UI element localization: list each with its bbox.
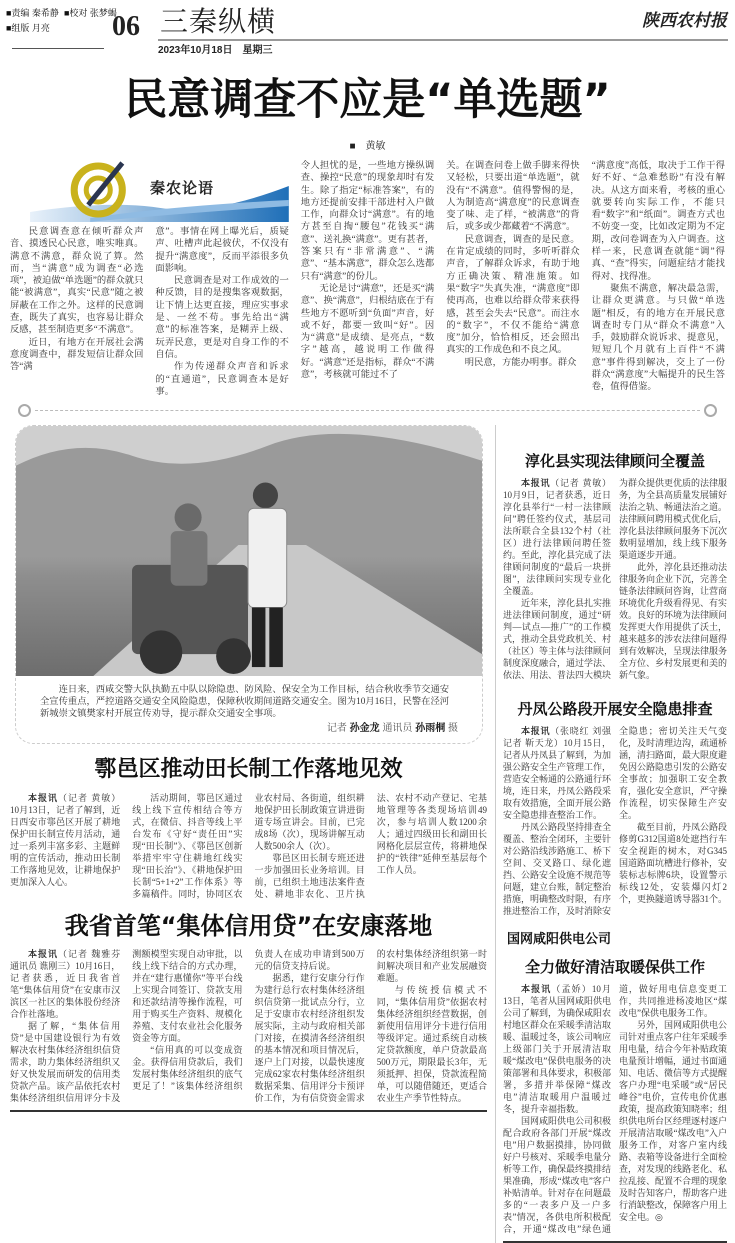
- paragraph: 意”。事情在网上曝光后，质疑声、吐槽声此起彼伏，不仅没有提升“满意度”，反而平添很多负面影响。: [155, 227, 289, 274]
- paragraph: 明民意，方能办明事。群众: [464, 357, 577, 368]
- paragraph: [377, 984, 487, 1104]
- paragraph: 民意调查，调查的是民意。在肯定成绩的同时，多听听群众声音，了解群众诉求，有助于地方正确决策、精准施策。如果“数字”失真失准，“满意度”即使再高，也难以给群众带来获得感，甚至会失去“民意”。而注水的“数字”，不仅不能给“满意度”加分，恰恰相反，还会照出真实的工作成色和不良之风。: [446, 234, 580, 356]
- left-column: [0, 425, 495, 1112]
- xianyang-title: 全力做好清洁取暖保供工作: [524, 958, 705, 977]
- editor-label: ■责编 秦希静: [6, 8, 59, 18]
- bottom-rule: [10, 1110, 487, 1112]
- page-number: 06: [112, 11, 140, 42]
- paragraph: [619, 1019, 727, 1223]
- issue-date: 2023年10月18日 星期三: [158, 45, 273, 56]
- paragraph: [619, 821, 727, 905]
- editorial-author: ■ 黄敏: [349, 141, 386, 152]
- paragraph-text: 截至目前，丹凤公路段修剪G312国道8处遮挡行车安全视距的树木，对G345国道路面坑槽进行修补，安装标志标牌6块，设置警示标线12处，安装爆闪灯2个，更换隧道诱导器31个。: [619, 822, 728, 905]
- paragraph-text: 近年来，淳化县扎实推进法律顾问制度，通过“研判—试点—推广”的工作模式，推动全县党政机关、村（社区）等主体与法律顾问制度深度融合，通过学法、依法、用法、普法四大模块为群众提供更优质的法律服务，为全县高质量发展铺好法治之轨、畅通法治之道。法律顾问聘用模式优化后，淳化县法律顾问服务下沉次数明显增加，线上线下服务渠道逐步开通。: [503, 478, 728, 681]
- credit-correspondent: 孙雨桐: [415, 723, 446, 735]
- dateline-lead: 本报讯: [28, 793, 58, 804]
- credit-loan-title: 我省首笔“集体信用贷”在安康落地: [64, 912, 433, 941]
- staff-credits: [6, 6, 117, 36]
- paragraph-text: 另外，国网咸阳供电公司针对重点客户往年采暖季用电量，结合今年补贴政策电量预计增幅，通过书面通知、电话、微信等方式提醒客户办理“电采暖”或“居民峰谷”电价，宣传电价优惠政策，提高政策知晓率；组织供电所台区经理逐村逐户开展清洁取暖“煤改电”入户服务工作，对客户室内线路、表箱等设备进行全面检查，对发现的线路老化、私拉乱接、配置不合理的现象及时告知客户，帮助客户进行消缺整改，保障客户用上安全电。◎: [619, 1020, 728, 1223]
- paragraph: [10, 792, 120, 888]
- photo-frame: [15, 425, 483, 744]
- circle-ornament-icon: [18, 404, 31, 417]
- paragraph-text: 鄠邑区田长制专班还进一步加强田长业务培训。目前，已组织土地违法案件查处、耕地非农化、卫片执法、农村不动产登记、宅基地管理等各类现场培训49次，参与培训人数1200余人；通过四级田长和副田长网格化层层宣传，将耕地保护的“铁律”延伸至基层每个工作人员。: [254, 793, 487, 900]
- paragraph: 令人担忧的是，一些地方操纵调查、操控“民意”的现象却时有发生。除了指定“标准答案”，有的地方还提前安排干部进村入户做工作，向群众讨“满意”。有的地方甚至自掏“腰包”花钱买“满意”、送礼换“满意”。更有甚者，答案只有“非常满意”、“满意”、“基本满意”，群众怎么选都只有“满意”的份儿。: [300, 161, 435, 282]
- paragraph-text: 据悉，建行安康分行作为建行总行农村集体经济组织信贷第一批试点分行，立足于安康市农村经济组织发展实际，主动与政府相关部门对接，在摸清各经济组织的基本情况和项目情况后，逐户上门对接，以最快速度完成62家农村集体经济组织数据采集、信用评分卡预评价工作，为有信贷资金需求的农村集体经济组织第一时间解决项目和产业发展融资难题。: [254, 949, 487, 1104]
- chunhua-body: [503, 477, 727, 681]
- newspaper-logo: 陕西农村报: [642, 11, 727, 31]
- paragraph: [503, 477, 611, 597]
- credit-prefix: 记者: [326, 723, 347, 735]
- paragraph-text: （孟娇）10月13日，笔者从国网咸阳供电公司了解到，为确保咸阳农村地区群众在采暖季清洁取暖、温暖过冬，该公司响应上级部门关于开展清洁取暖“煤改电”保供电服务的决策部署和具体要求，积极部署，多措并举保障“煤改电”清洁取暖用户温暖过冬，提升幸福指数。: [503, 984, 612, 1115]
- editorial-column-2: [155, 226, 288, 398]
- header-rule: [158, 39, 728, 41]
- dateline-lead: 本报讯: [521, 478, 551, 489]
- paragraph: 聚焦不满意，解决最急需，让群众更满意。与只做“单选题”相反，有的地方在开展民意调查时专门从“群众不满意”入手，鼓励群众说诉求、提意见，短短几个月就有上百件“不满意”事件得到解决，交上了一份群众“满意度”大幅提升的民生答卷，值得借鉴。: [591, 283, 725, 393]
- paragraph-text: 此外，淳化县还推动法律服务向企业下沉，完善全链条法律顾问咨询，让营商环境优化升级看得见、有实效。良好的环境为法律顾问发挥更大作用提供了沃土，越来越多的涉农法律问题得到有效解决，呈现法律服务全方位、乡村发展更和美的新气象。: [619, 562, 728, 681]
- credit-loan-body: [10, 948, 487, 1104]
- paragraph-text: （记者 黄敏）10月9日，记者获悉，近日淳化县举行“一村一法律顾问”聘任签约仪式，基层司法所联合全县132个村（社区）进行法律顾问聘任签约。至此，淳化县完成了法律顾问制度的“最后一块拼图”，法律顾问实现专业化全覆盖。: [503, 478, 612, 597]
- photo-caption: 连日来，西咸交警大队执勤五中队以除隐患、防风险、保安全为工作目标，结合秋收季节交通安全宣传重点，严控道路交通安全风险隐患，保障秋收期间道路交通安全。图为10月16日，民警在泾河新城崇文镇樊家村开展宣传劝导，提示群众交通安全事项。: [40, 685, 450, 720]
- credit-reporter: 孙金龙: [349, 723, 380, 735]
- circle-ornament-icon: [704, 404, 717, 417]
- paragraph: 作为传递群众声音和诉求的“直通道”，民意调查本是好事。: [155, 362, 289, 397]
- paragraph-text: （张晓红 刘强 记者 靳天龙）10月15日，记者从丹凤县了解到，为加强公路安全生产管理工作，营造安全畅通的公路通行环境，连日来，丹凤公路段采取有效措施，全面开展公路安全隐患排查整治工作。: [503, 726, 612, 821]
- divider: [12, 48, 104, 49]
- editorial-column-1: [10, 226, 143, 374]
- paragraph: [619, 561, 727, 681]
- editorial-title: 民意调查不应是“单选题”: [124, 75, 611, 125]
- dateline-lead: 本报讯: [521, 726, 551, 737]
- paragraph: [503, 725, 611, 821]
- traffic-police-photo-icon: [16, 426, 482, 676]
- paragraph-text: “信用真的可以变成资金。获得信用贷款后，我们发展村集体经济组织的底气更足了！”该集体经济组织负责人在成功申请到500万元的信贷支持后说。: [132, 949, 365, 1092]
- proof-label: ■校对 张梦蝎: [63, 8, 117, 18]
- lower-section: [0, 425, 735, 1243]
- paragraph: 民意调查是对工作成效的一种反馈，目的是搜集客观数据，让下情上达更直接，理应实事求是、一丝不苟。事先给出“满意”的标准答案，是糊弄上级、玩弄民意，更是对自身工作的不自信。: [155, 276, 289, 360]
- paragraph-text: （记者 魏雅芬 通讯员 谯刚三）10月16日，记者获悉，近日我省首笔“集体信用贷”在安康市汉滨区一社区的集体股份经济合作社落地。: [10, 949, 121, 1020]
- credit-suffix: 摄: [448, 723, 458, 735]
- paragraph: [503, 983, 611, 1115]
- news-photo: [16, 426, 482, 676]
- editorial-column-5: [592, 160, 725, 394]
- dateline-lead: 本报讯: [28, 949, 58, 960]
- editorial-body: [0, 160, 735, 398]
- paragraph-text: 与传统授信模式不同，“集体信用贷”依据农村集体经济组织经营数据，创新使用信用评分卡进行信用等级评定。通过系统自动核定贷款额度，单户贷款最高500万元，期限最长3年，无须抵押、担保，贷款流程简单，可以随借随还，更适合农业生产季节性特点。: [376, 985, 487, 1104]
- section-title: 三秦纵横: [160, 5, 277, 38]
- paragraph-text: 国网咸阳供电公司积极配合政府各部门开展“煤改电”用户数据摸排，协同做好户号核对、采暖季电量分析等工作，确保最终摸排结果准确，形成“煤改电”客户补贴清单。针对存在问题最多的“一表多户及一户多表”情况，各供电所积极配合，开通“煤改电”绿色通道，做好用电信息变更工作，共同推进杨凌地区“煤改电”保供电服务工作。: [503, 984, 727, 1235]
- editorial-column-4: [446, 160, 579, 369]
- paragraph: “满意度”高低，取决于工作干得好不好、“急难愁盼”有没有解决。从这方面来看，考核的重心就要转向实际工作，不能只看“数字”和“纸面”。调查方式也不妨变一变，比如改定期为不定期，改问卷调查为入户调查。这样一来，民意调查就能“调”得真、“查”得实，问题症结才能找得对、找得准。: [591, 161, 725, 282]
- dashed-divider: [35, 410, 700, 411]
- xianyang-body: [503, 983, 727, 1235]
- danfeng-body: [503, 725, 727, 917]
- right-column: [495, 425, 735, 1243]
- paragraph: 无论是讨“满意”，还是买“满意”、换“满意”，归根结底在于有些地方不愿听到“负面”声音，好或不好，都要一致叫“好”。因为“满意”是成绩、是亮点，“数字”越高，越说明工作做得好。“满意”还是指标，群众“不满意”，考核就可能过不了: [300, 283, 435, 381]
- paragraph: 民意调查意在倾听群众声音、摸透民心民意，唯实唯真。满意不满意，群众说了算。然而，当“满意”成为调查“必选项”，被迫做“单选题”的群众就只能“被满意”，真实“民意”随之被屏蔽在工作之外。这样的民意调查，既失了真实，也容易让群众反感，甚至制造更多“不满意”。: [10, 227, 144, 336]
- column-name: 秦农论语: [150, 179, 215, 197]
- paragraph: [10, 948, 120, 1020]
- danfeng-title: 丹凤公路段开展安全隐患排查: [517, 700, 713, 719]
- paragraph-text: 据了解，“集体信用贷”是中国建设银行为有效解决农村集体经济组织信贷需求，助力集体经济组织又好又快发展而研发的信用类贷款产品。该产品依托农村集体经济组织信用评分卡及测额模型实现自动审批，以线上线下结合的方式办理，并在“建行惠懂你”等平台线上实现合同签订、贷款支用和还款结清等操作流程，可用于购买生产资料、规模化养殖、支付农业社会化服务资金等方面。: [10, 949, 243, 1104]
- paragraph-text: 丹凤公路段坚持排查全覆盖、整治全闭环，主要针对公路沿线涉路施工、桥下空间、交叉路口、绿化遮挡、公路安全设施不规范等问题，建立台账，制定整治措施，明确整改时限，有序推进整治工作，及时消除安全隐患；密切关注天气变化，及时清理边沟，疏通桥涵，清扫路面，最大限度避免因公路隐患引发的公路安全事故；加强职工安全教育，强化安全意识，严守操作流程，切实保障生产安全。: [503, 726, 728, 917]
- page-header: [0, 0, 735, 72]
- paragraph-text: 活动期间，鄠邑区通过线上线下宣传相结合等方式，在微信、抖音等线上平台发布《守好“责任田”实现“田长制”》、《鄠邑区创新举措牢牢守住耕地红线实现“田长治”》、《耕地保护田长制“5+1+2”工作体系》等多篇稿件。同时，协同区农业农村局、各街道，组织耕地保护田长制政策宣讲进街道专场宣讲会。目前，已完成8场（次），现场讲解互动人数500余人（次）。: [132, 793, 365, 900]
- paragraph: 近日，有地方在开展社会满意度调查中，群发短信让群众回答“满: [10, 337, 144, 373]
- chunhua-title: 淳化县实现法律顾问全覆盖: [524, 452, 705, 471]
- column-banner: [10, 160, 289, 222]
- layout-label: ■组版 月亮: [6, 23, 50, 33]
- paragraph-text: （记者 黄敏）10月13日，记者了解到，近日西安市鄠邑区开展了耕地保护田长制宣传月活动，通过一系列丰富多彩、主题鲜明的宣传活动，推动田长制工作落地见效，让耕地保护更加深入人心。: [10, 793, 121, 888]
- xianyang-kicker: 国网咸阳供电公司: [507, 932, 612, 948]
- credit-mid: 通讯员: [382, 723, 413, 735]
- huyi-title: 鄠邑区推动田长制工作落地见效: [94, 757, 403, 783]
- dateline-lead: 本报讯: [521, 984, 552, 995]
- dashed-divider-row: [0, 404, 735, 417]
- photo-credit: [16, 720, 482, 743]
- huyi-body: [10, 792, 487, 900]
- editorial-column-3: [301, 160, 434, 381]
- paragraph: 关。在调查问卷上做手脚来得快又轻松，只要出道“单选题”，就没有“不满意”。值得警惕的是，人为制造高“满意度”的民意调查变了味、走了样，“被满意”的背后，或多或少都藏着“不满意”。: [446, 161, 580, 233]
